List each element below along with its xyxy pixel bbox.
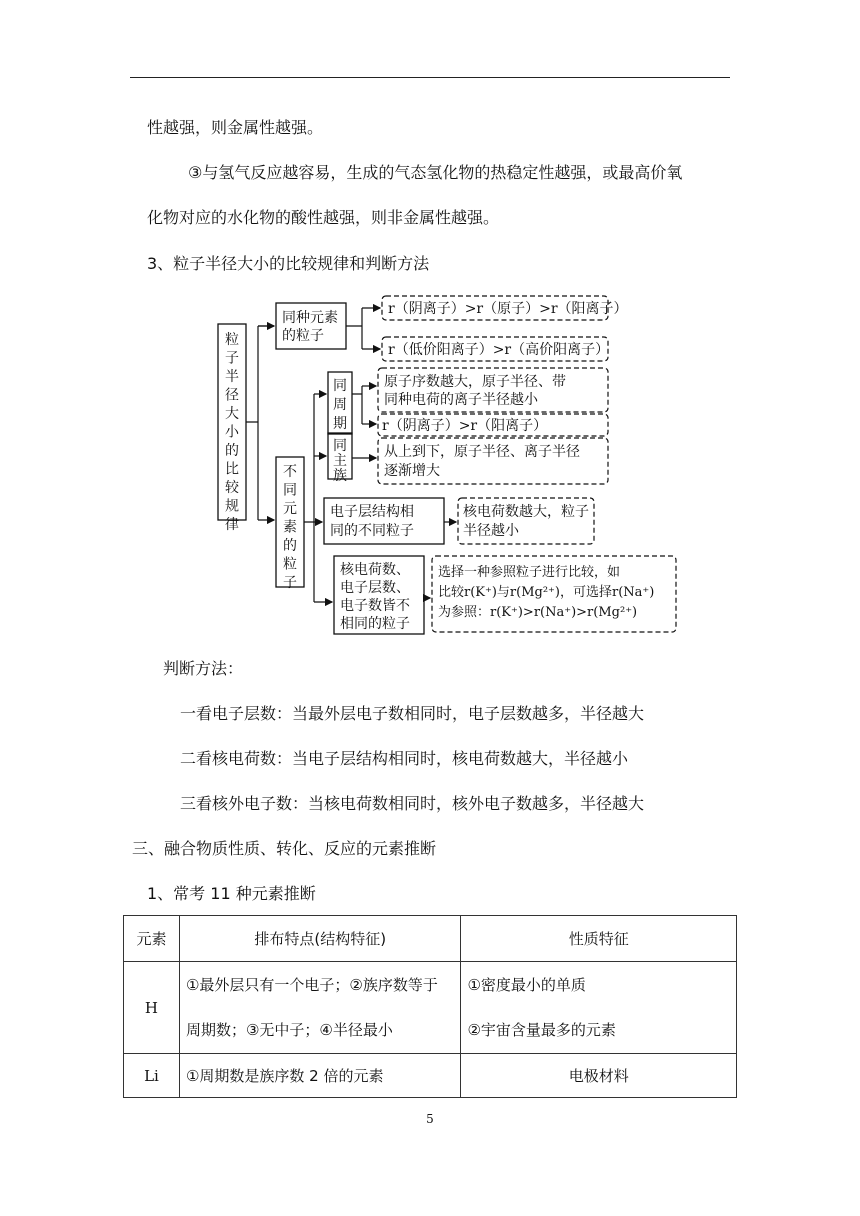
- text-line-2: ③与氢气反应越容易，生成的气态氢化物的热稳定性越强，或最高价氧: [188, 163, 683, 182]
- diagram-char: 的: [225, 443, 239, 459]
- diagram-char: 元: [283, 501, 297, 517]
- structure-cell: [179, 962, 461, 1054]
- diagram-text-line: 同种元素: [282, 310, 338, 326]
- text-line-3: 化物对应的水化物的酸性越强，则非金属性越强。: [147, 208, 500, 227]
- diagram-char: 子: [283, 575, 297, 591]
- same-rule-1: r（阴离子）>r（原子）>r（阳离子）: [388, 301, 628, 317]
- diagram-char: 粒: [283, 556, 297, 573]
- particle-radius-diagram: [210, 286, 680, 646]
- diagram-char: 大: [225, 406, 239, 422]
- diagram-char: 子: [225, 350, 239, 367]
- diagram-text-line: 比较r(K⁺)与r(Mg²⁺)，可选择r(Na⁺): [438, 585, 655, 600]
- diagram-char: 律: [225, 517, 239, 533]
- shell-rule: [463, 503, 589, 539]
- group-rule: [384, 443, 580, 479]
- property-cell: 电极材料: [461, 1054, 737, 1098]
- diagram-char: 不: [283, 464, 297, 480]
- diagram-text-line: 同种电荷的离子半径越小: [384, 392, 538, 408]
- period-rule-2: r（阴离子）>r（阳离子）: [382, 418, 548, 434]
- all-diff-rule: [438, 564, 654, 620]
- diagram-char: 同: [333, 438, 347, 454]
- element-cell: H: [124, 962, 180, 1054]
- diagram-char: 规: [225, 498, 239, 515]
- diagram-text-line: 核电荷数越大，粒子: [463, 504, 589, 520]
- all-diff-label: [340, 561, 410, 632]
- method-item-2: 二看核电荷数：当电子层结构相同时，核电荷数越大，半径越小: [180, 749, 629, 768]
- table-header: 性质特征: [461, 916, 737, 962]
- section-heading: 三、融合物质性质、转化、反应的元素推断: [132, 839, 437, 858]
- table-header: 排布特点(结构特征): [179, 916, 461, 962]
- period-rule-1: [384, 373, 566, 408]
- table-header-row: [124, 916, 737, 962]
- property-line: ①密度最小的单质: [467, 975, 586, 994]
- page-number: 5: [426, 1112, 434, 1126]
- section-3-title: 3、粒子半径大小的比较规律和判断方法: [147, 254, 430, 273]
- diagram-char: 小: [225, 424, 239, 441]
- diagram-char: 期: [333, 416, 347, 432]
- diagram-char: 较: [225, 480, 239, 496]
- diagram-char: 粒: [225, 332, 239, 348]
- diagram-text-line: 原子序数越大，原子半径、带: [384, 374, 566, 390]
- element-table: [123, 915, 737, 1098]
- element-cell: Li: [124, 1054, 180, 1098]
- property-line: ②宇宙含量最多的元素: [467, 1020, 616, 1039]
- diagram-text-line: 电子数皆不: [340, 598, 410, 614]
- diagram-char: 径: [225, 387, 239, 404]
- diagram-text-line: 核电荷数、: [340, 562, 410, 578]
- diagram-text-line: 同的不同粒子: [330, 523, 414, 539]
- text-line-1: 性越强，则金属性越强。: [147, 118, 324, 137]
- diagram-text-line: 逐渐增大: [384, 463, 440, 479]
- property-cell: [461, 962, 737, 1054]
- same-group-label: [333, 438, 347, 484]
- diagram-text-line: 相同的粒子: [340, 616, 410, 632]
- table-row: [124, 1054, 737, 1098]
- diagram-char: 族: [333, 468, 347, 484]
- diagram-char: 比: [225, 461, 239, 478]
- table-header: 元素: [124, 916, 180, 962]
- diagram-text-line: 为参照：r(K⁺)>r(Na⁺)>r(Mg²⁺): [438, 605, 638, 620]
- same-period-label: [333, 378, 347, 432]
- diagram-text-line: 的粒子: [282, 328, 324, 344]
- diagram-text-line: 电子层数、: [340, 580, 410, 596]
- diagram-text-line: 选择一种参照粒子进行比较，如: [438, 565, 621, 580]
- table-row: [124, 962, 737, 1054]
- diagram-char: 主: [333, 453, 347, 469]
- header-rule: [130, 77, 730, 78]
- sub-heading: 1、常考 11 种元素推断: [147, 884, 316, 903]
- diagram-text-line: 半径越小: [463, 523, 519, 539]
- method-item-3: 三看核外电子数：当核电荷数相同时，核外电子数越多，半径越大: [180, 794, 645, 813]
- method-item-1: 一看电子层数：当最外层电子数相同时，电子层数越多，半径越大: [180, 704, 645, 723]
- diagram-char: 半: [225, 369, 239, 385]
- same-element-label: [282, 310, 338, 344]
- structure-cell: ①周期数是族序数 2 倍的元素: [179, 1054, 461, 1098]
- root-label: [225, 331, 240, 533]
- structure-line: 周期数；③无中子；④半径最小: [185, 1020, 393, 1039]
- diagram-text-line: 从上到下，原子半径、离子半径: [384, 444, 580, 460]
- diagram-char: 同: [283, 482, 297, 499]
- diagram-char: 周: [333, 397, 347, 413]
- diagram-char: 的: [283, 538, 297, 554]
- same-rule-2: r（低价阳离子）>r（高价阳离子）: [388, 342, 610, 358]
- diagram-text-line: 电子层结构相: [330, 504, 414, 520]
- diagram-char: 同: [333, 378, 347, 394]
- same-shell-label: [330, 503, 414, 539]
- method-title: 判断方法：: [163, 659, 244, 678]
- diff-element-label: [283, 464, 297, 591]
- diagram-char: 素: [283, 519, 297, 536]
- structure-line: ①最外层只有一个电子；②族序数等于: [185, 975, 438, 994]
